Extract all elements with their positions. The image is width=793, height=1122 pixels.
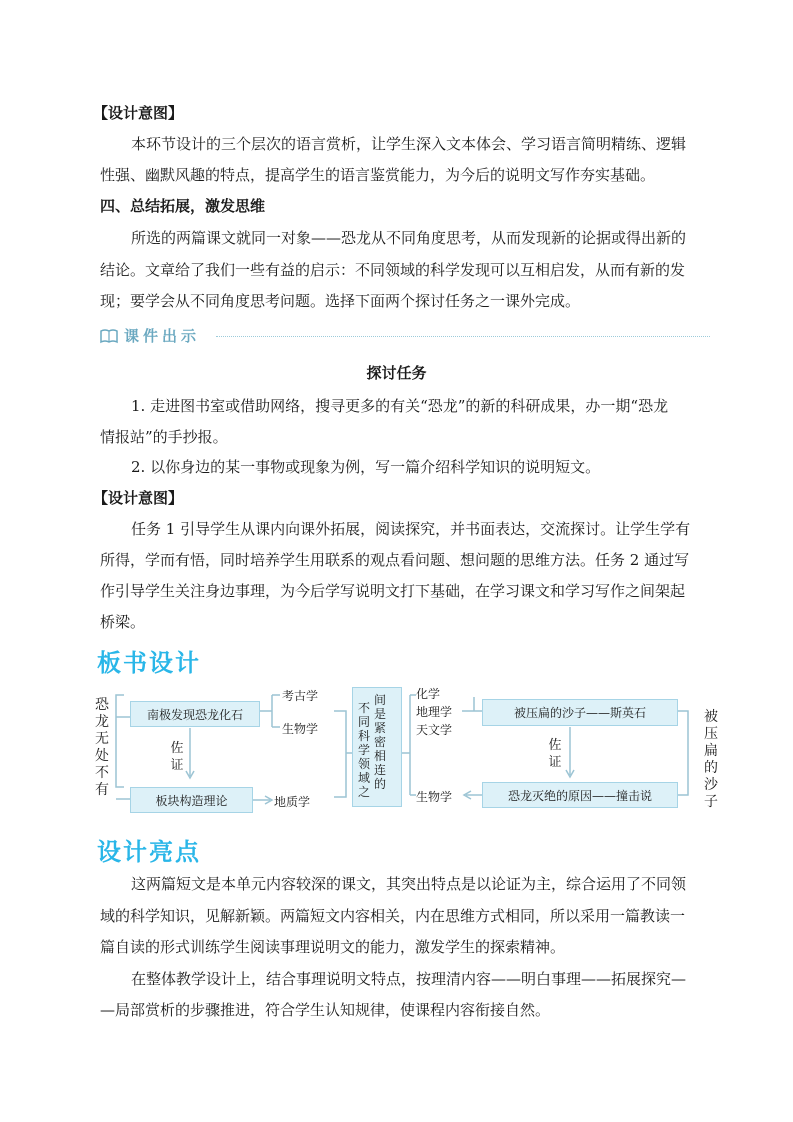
courseware-icon [100, 328, 118, 344]
paragraph-line: 性强、幽默风趣的特点，提高学生的语言鉴赏能力，为今后的说明文写作夯实基础。 [100, 166, 656, 184]
task-line: 情报站”的手抄报。 [100, 428, 228, 446]
board-design-title: 板书设计 [97, 649, 201, 677]
paragraph-line: 本环节设计的三个层次的语言赏析，让学生深入文本体会、学习语言简明精练、逻辑 [131, 135, 687, 153]
highlights-title: 设计亮点 [97, 838, 201, 866]
board-box-plate-tectonics: 板块构造理论 [130, 787, 253, 813]
board-box-extinction: 恐龙灭绝的原因——撞击说 [482, 782, 678, 808]
paragraph-line: 桥梁。 [100, 613, 146, 631]
dotted-divider [216, 336, 710, 337]
section-heading-summary: 四、总结拓展，激发思维 [100, 197, 266, 215]
paragraph-line: 任务 1 引导学生从课内向课外拓展，阅读探究，并书面表达，交流探讨。让学生学有 [131, 520, 691, 538]
science-biology: 生物学 [282, 722, 319, 736]
design-intent-heading-2: 【设计意图】 [93, 489, 184, 507]
paragraph-line: 在整体教学设计上，结合事理说明文特点，按理清内容——明白事理——拓展探究— [131, 970, 687, 988]
paragraph-line: 所选的两篇课文就同一对象——恐龙从不同角度思考，从而发现新的论据或得出新的 [131, 229, 687, 247]
board-box-sand: 被压扁的沙子——斯英石 [482, 699, 678, 726]
board-diagram: 恐 龙 无 处 不 有 南极发现恐龙化石 板块构造理论 佐 证 考古学 生物学 地质学 不 同 科 学 领 域 之 间 是 紧 密 相 连 的 化学 地理学 天文学 被压扁的沙子——斯英石 佐 证 恐龙灭绝的原因——撞击说 生物学 被 压 扁 的 沙 子 [90, 683, 730, 813]
task-line: 2. 以你身边的某一事物或现象为例，写一篇介绍科学知识的说明短文。 [131, 458, 601, 476]
paragraph-line: 现；要学会从不同角度思考问题。选择下面两个探讨任务之一课外完成。 [100, 292, 581, 310]
courseware-label: 课件出示 [124, 327, 201, 345]
science-archaeology: 考古学 [282, 689, 319, 703]
paragraph-line: 域的科学知识，见解新颖。两篇短文内容相关，内在思维方式相同，所以采用一篇教读一 [100, 907, 686, 925]
paragraph-line: 篇自读的形式训练学生阅读事理说明文的能力，激发学生的探索精神。 [100, 938, 566, 956]
science-geology: 地质学 [274, 795, 311, 809]
paragraph-line: 这两篇短文是本单元内容较深的课文，其突出特点是以论证为主，综合运用了不同领 [131, 875, 687, 893]
task-line: 1. 走进图书室或借助网络，搜寻更多的有关“恐龙”的新的科研成果，办一期“恐龙 [131, 397, 669, 415]
courseware-banner [100, 326, 710, 348]
science-chemistry: 化学 [416, 687, 441, 701]
science-geography: 地理学 [416, 705, 453, 719]
task-title: 探讨任务 [366, 364, 427, 382]
paragraph-line: 结论。文章给了我们一些有益的启示：不同领域的科学发现可以互相启发，从而有新的发 [100, 261, 686, 279]
science-biology-right: 生物学 [416, 790, 453, 804]
science-astronomy: 天文学 [416, 723, 453, 737]
design-intent-heading-1: 【设计意图】 [93, 104, 184, 122]
paragraph-line: —局部赏析的步骤推进，符合学生认知规律，使课程内容衔接自然。 [100, 1001, 551, 1019]
paragraph-line: 所得，学而有悟，同时培养学生用联系的观点看问题、想问题的思维方法。任务 2 通过写 [100, 551, 690, 569]
paragraph-line: 作引导学生关注身边事理，为今后学写说明文打下基础，在学习课文和学习写作之间架起 [100, 582, 686, 600]
board-box-fossil: 南极发现恐龙化石 [130, 701, 260, 727]
